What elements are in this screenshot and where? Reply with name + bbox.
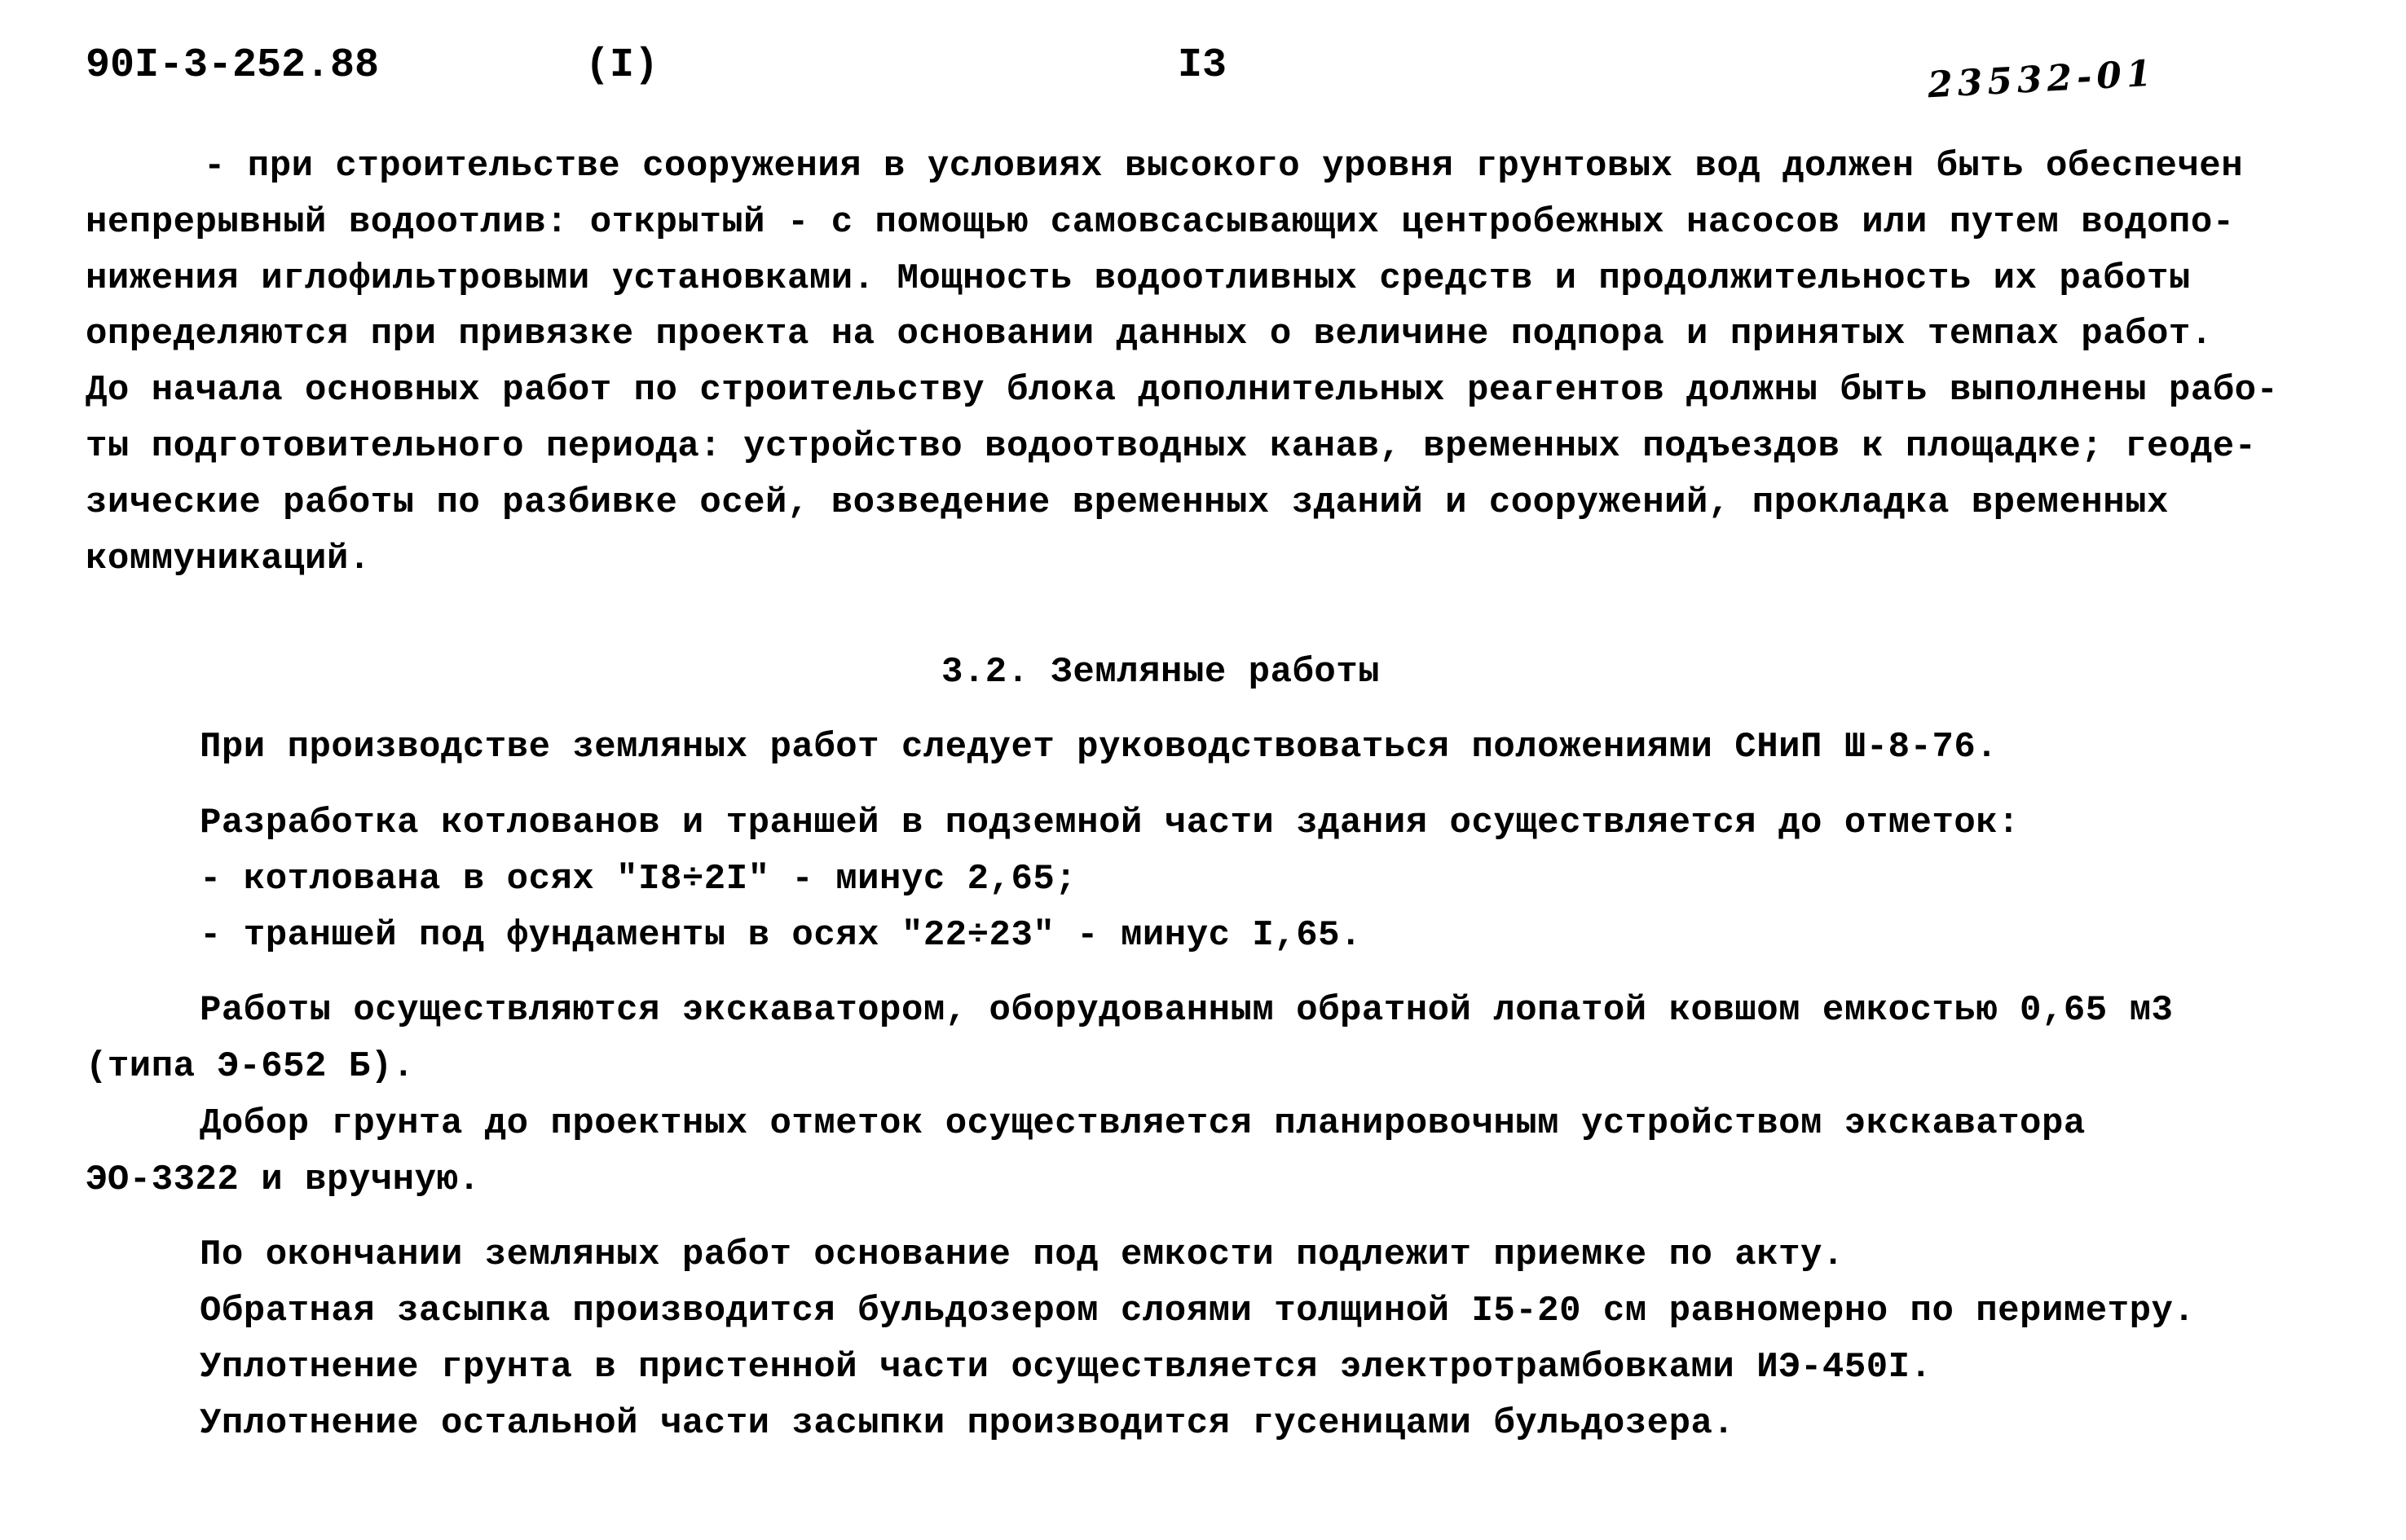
text-line: ЭО-3322 и вручную. bbox=[86, 1159, 481, 1200]
text-line: Уплотнение остальной части засыпки производится гусеницами бульдозера. bbox=[200, 1403, 1735, 1444]
text-line: - при строительстве сооружения в условиях высокого уровня грунтовых вод должен быть обеспечен bbox=[204, 146, 2244, 187]
section-heading: 3.2. Земляные работы bbox=[941, 652, 1381, 693]
text-line: непрерывный водоотлив: открытый - с помощью самовсасывающих центробежных насосов или путем водопо- bbox=[86, 202, 2235, 243]
text-line: Работы осуществляются экскаватором, оборудованным обратной лопатой ковшом емкостью 0,65 м3 bbox=[200, 990, 2174, 1031]
text-line: Разработка котлованов и траншей в подземной части здания осуществляется до отметок: bbox=[200, 803, 2020, 843]
text-line: определяются при привязке проекта на основании данных о величине подпора и принятых темпах работ. bbox=[86, 314, 2213, 354]
page-number: I3 bbox=[1178, 42, 1227, 89]
text-line: До начала основных работ по строительству блока дополнительных реагентов должны быть выполнены рабо- bbox=[86, 370, 2279, 411]
text-line: (типа Э-652 Б). bbox=[86, 1046, 415, 1087]
text-line: При производстве земляных работ следует руководствоваться положениями СНиП Ш-8-76. bbox=[200, 727, 1998, 768]
text-line: Обратная засыпка производится бульдозером слоями толщиной I5-20 см равномерно по периметру. bbox=[200, 1291, 2196, 1331]
text-line: По окончании земляных работ основание под емкости подлежит приемке по акту. bbox=[200, 1234, 1844, 1275]
text-line: нижения иглофильтровыми установками. Мощность водоотливных средств и продолжительность их работы bbox=[86, 258, 2191, 299]
handwritten-stamp: 23532-01 bbox=[1926, 52, 2157, 107]
text-line: ты подготовительного периода: устройство водоотводных канав, временных подъездов к площадке; геоде- bbox=[86, 426, 2257, 467]
text-line: Уплотнение грунта в пристенной части осуществляется электротрамбовками ИЭ-450I. bbox=[200, 1347, 1932, 1388]
text-line: Добор грунта до проектных отметок осуществляется планировочным устройством экскаватора bbox=[200, 1103, 2086, 1144]
text-line: зические работы по разбивке осей, возведение временных зданий и сооружений, прокладка временных bbox=[86, 482, 2169, 523]
list-item: - котлована в осях "I8÷2I" - минус 2,65; bbox=[200, 859, 1077, 900]
list-item: - траншей под фундаменты в осях "22÷23" - минус I,65. bbox=[200, 915, 1362, 956]
volume-number: (I) bbox=[585, 42, 659, 89]
text-line: коммуникаций. bbox=[86, 539, 371, 579]
document-code: 90I-3-252.88 bbox=[86, 42, 380, 89]
